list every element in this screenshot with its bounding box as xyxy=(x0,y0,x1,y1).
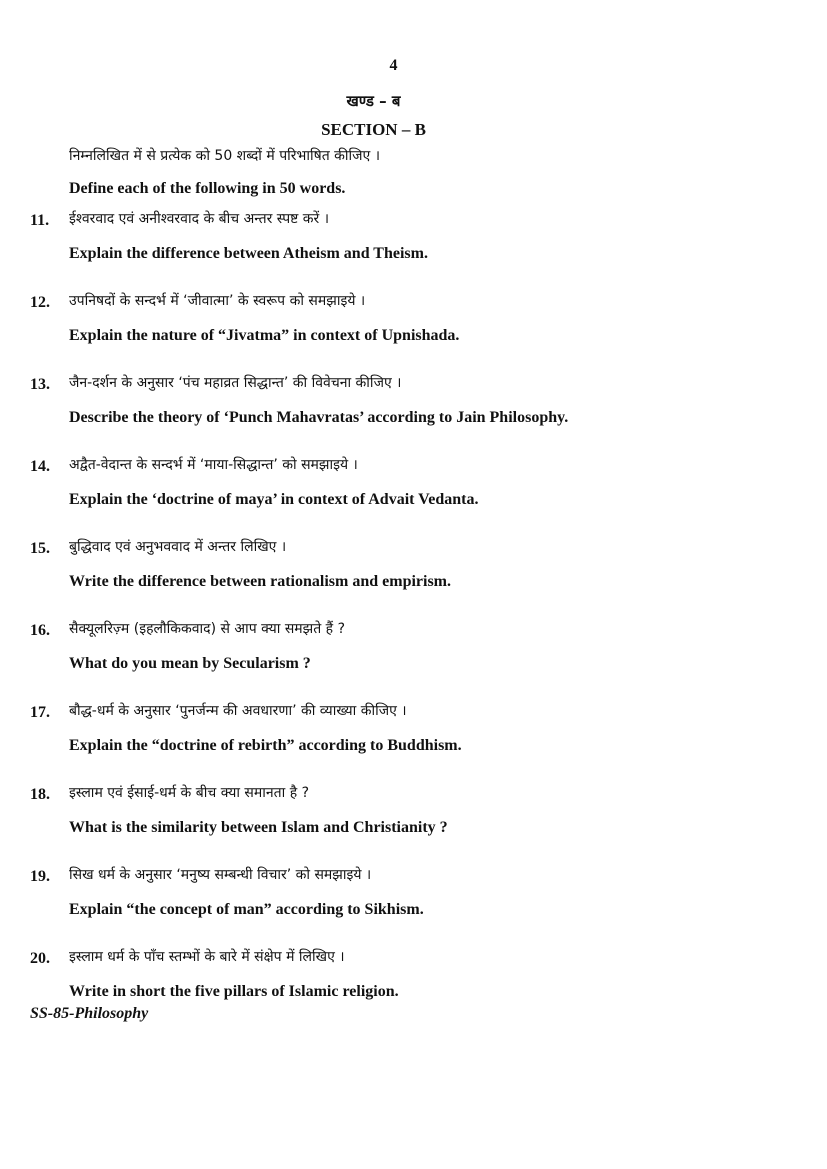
instruction-hindi: निम्नलिखित में से प्रत्येक को 50 शब्दों में परिभाषित कीजिए । xyxy=(69,148,381,164)
question-18 xyxy=(0,783,827,865)
question-list xyxy=(0,209,827,1029)
question-text-english: Explain the difference between Atheism and Theism. xyxy=(69,245,428,262)
question-text-english: Write in short the five pillars of Islamic religion. xyxy=(69,983,399,1000)
question-number: 19. xyxy=(30,868,50,885)
question-text-hindi: जैन-दर्शन के अनुसार ‘पंच महाव्रत सिद्धान्त’ की विवेचना कीजिए । xyxy=(69,375,402,391)
question-number: 13. xyxy=(30,376,50,393)
question-19 xyxy=(0,865,827,947)
question-text-english: Write the difference between rationalism and empirism. xyxy=(69,573,452,590)
question-text-hindi: इस्लाम एवं ईसाई-धर्म के बीच क्या समानता है ? xyxy=(69,785,310,801)
question-number: 12. xyxy=(30,294,50,311)
question-text-hindi: बुद्धिवाद एवं अनुभववाद में अन्तर लिखिए । xyxy=(69,539,287,555)
khand-heading: खण्ड – ब xyxy=(346,92,401,110)
question-text-english: Explain the ‘doctrine of maya’ in context of Advait Vedanta. xyxy=(69,491,479,508)
page-number: 4 xyxy=(389,57,398,74)
question-text-english: Describe the theory of ‘Punch Mahavratas’ according to Jain Philosophy. xyxy=(69,409,569,426)
question-15 xyxy=(0,537,827,619)
question-text-hindi: इस्लाम धर्म के पाँच स्तम्भों के बारे में संक्षेप में लिखिए । xyxy=(69,949,345,965)
question-text-hindi: सिख धर्म के अनुसार ‘मनुष्य सम्बन्धी विचार’ को समझाइये । xyxy=(69,867,372,883)
instruction-english: Define each of the following in 50 words. xyxy=(69,180,346,197)
question-text-english: What do you mean by Secularism ? xyxy=(69,655,311,672)
question-text-english: Explain “the concept of man” according to Sikhism. xyxy=(69,901,424,918)
question-14 xyxy=(0,455,827,537)
question-number: 20. xyxy=(30,950,50,967)
question-text-hindi: उपनिषदों के सन्दर्भ में ‘जीवात्मा’ के स्वरूप को समझाइये । xyxy=(69,293,366,309)
question-number: 14. xyxy=(30,458,50,475)
footer-paper-code: SS-85-Philosophy xyxy=(30,1005,149,1022)
question-13 xyxy=(0,373,827,455)
question-text-english: Explain the “doctrine of rebirth” according to Buddhism. xyxy=(69,737,462,754)
question-number: 18. xyxy=(30,786,50,803)
question-text-english: Explain the nature of “Jivatma” in context of Upnishada. xyxy=(69,327,460,344)
question-number: 15. xyxy=(30,540,50,557)
question-text-english: What is the similarity between Islam and Christianity ? xyxy=(69,819,448,836)
question-text-hindi: बौद्ध-धर्म के अनुसार ‘पुनर्जन्म की अवधारणा’ की व्याख्या कीजिए । xyxy=(69,703,407,719)
question-text-hindi: ईश्वरवाद एवं अनीश्वरवाद के बीच अन्तर स्पष्ट करें । xyxy=(69,211,330,227)
question-text-hindi: अद्वैत-वेदान्त के सन्दर्भ में ‘माया-सिद्धान्त’ को समझाइये । xyxy=(69,457,358,473)
question-11 xyxy=(0,209,827,291)
question-12 xyxy=(0,291,827,373)
question-number: 17. xyxy=(30,704,50,721)
question-text-hindi: सैक्यूलरिज़्म (इहलौकिकवाद) से आप क्या समझते हैं ? xyxy=(69,621,345,637)
section-heading: SECTION – B xyxy=(321,120,426,139)
question-16 xyxy=(0,619,827,701)
question-17 xyxy=(0,701,827,783)
question-number: 16. xyxy=(30,622,50,639)
question-number: 11. xyxy=(30,212,50,229)
